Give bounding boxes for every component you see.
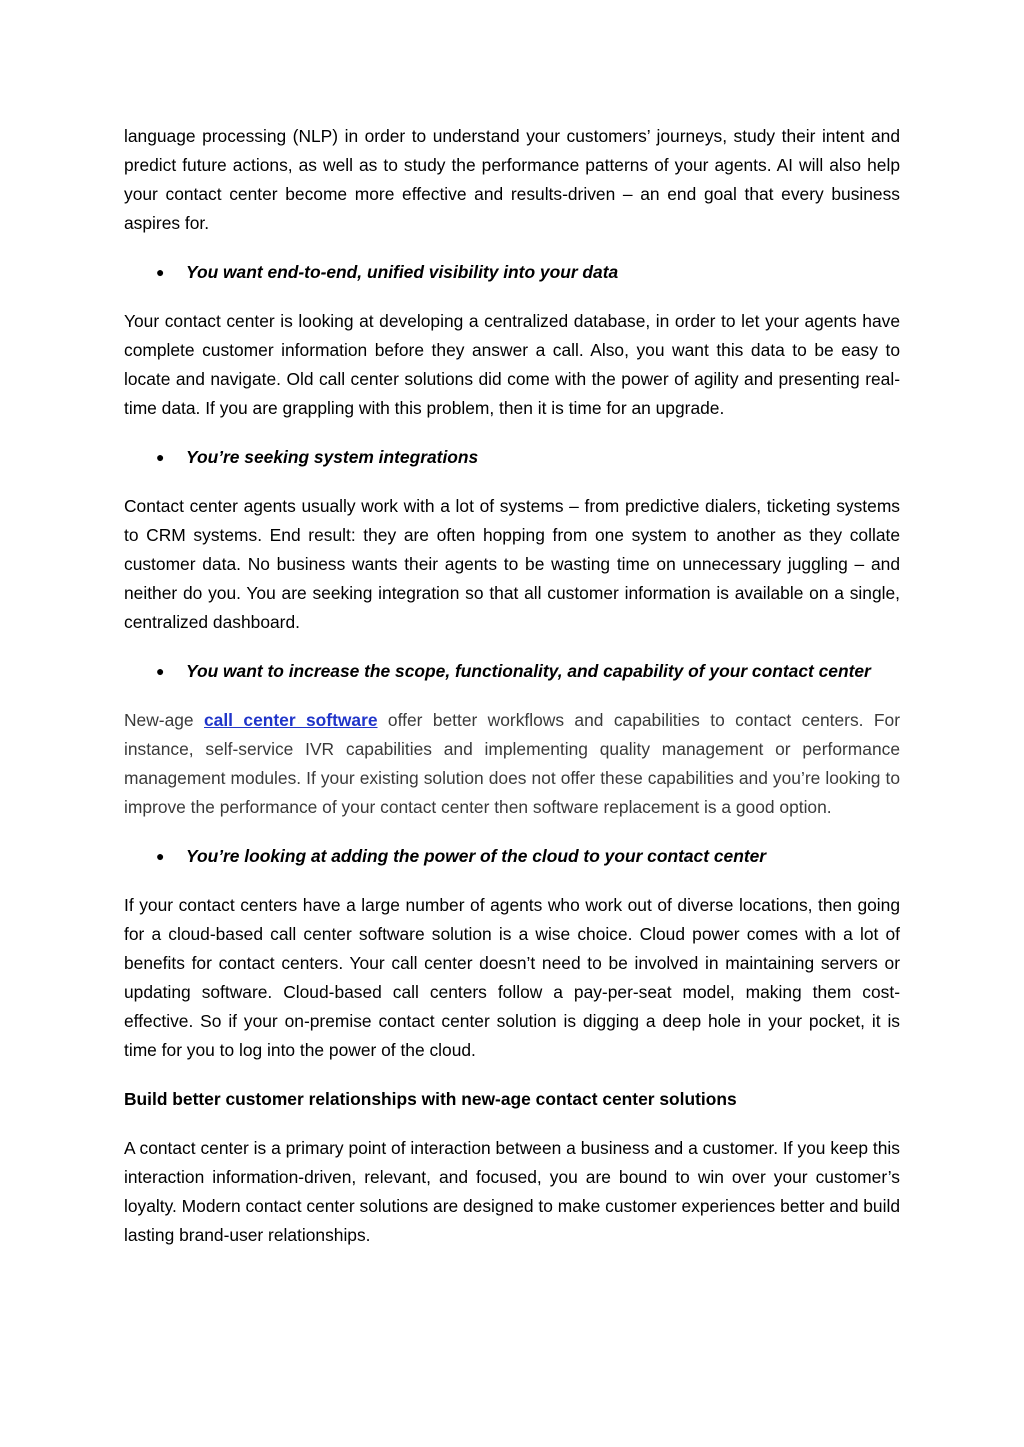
bullet-text: You’re looking at adding the power of the cloud to your contact center [186, 846, 767, 866]
bullet-dot-icon: ● [156, 663, 165, 679]
paragraph-centralized-database: Your contact center is looking at developing a centralized database, in order to let your agents have complete customer information before they answer a call. Also, you want this data to be easy to locate and navigate. Old call center solutions did come with the power of agility and presenting real-time data. If you are grappling with this problem, then it is time for an upgrade. [124, 311, 900, 418]
bullet-dot-icon: ● [156, 449, 165, 465]
call-center-software-link[interactable]: call center software [204, 710, 378, 730]
paragraph-suffix: offer better workflows and capabilities to contact centers. For instance, self-service IVR capabilities and implementing quality management or performance management modules. If your existing solution does not offer these capabilities and you’re looking to improve the performance of your contact center then software replacement is a good option. [124, 710, 900, 817]
paragraph-prefix: New-age [124, 710, 204, 730]
bullet-increase-scope [124, 657, 900, 686]
bullet-system-integrations [124, 443, 900, 472]
bullet-unified-visibility [124, 258, 900, 287]
bullet-dot-icon: ● [156, 848, 165, 864]
bullet-cloud-power [124, 842, 900, 871]
bullet-text: You want to increase the scope, functionality, and capability of your contact center [186, 661, 871, 681]
paragraph-relationships: A contact center is a primary point of interaction between a business and a customer. If you keep this interaction information-driven, relevant, and focused, you are bound to win over your customer’s loyalty. Modern contact center solutions are designed to make customer experiences better and build lasting brand-user relationships. [124, 1138, 900, 1245]
paragraph-ai-nlp: language processing (NLP) in order to understand your customers’ journeys, study their intent and predict future actions, as well as to study the performance patterns of your agents. AI will also help your contact center become more effective and results-driven – an end goal that every business aspires for. [124, 126, 900, 233]
paragraph-new-age-software [124, 706, 900, 822]
bullet-text: You want end-to-end, unified visibility into your data [186, 262, 619, 282]
bullet-dot-icon: ● [156, 264, 165, 280]
bullet-text: You’re seeking system integrations [186, 447, 479, 467]
paragraph-cloud: If your contact centers have a large number of agents who work out of diverse locations, then going for a cloud-based call center software solution is a wise choice. Cloud power comes with a lot of benefits for contact centers. Your call center doesn’t need to be involved in maintaining servers or updating software. Cloud-based call centers follow a pay-per-seat model, making them cost-effective. So if your on-premise contact center solution is digging a deep hole in your pocket, it is time for you to log into the power of the cloud. [124, 895, 900, 1060]
paragraph-systems: Contact center agents usually work with a lot of systems – from predictive dialers, ticketing systems to CRM systems. End result: they are often hopping from one system to another as they collate customer data. No business wants their agents to be wasting time on unnecessary juggling – and neither do you. You are seeking integration so that all customer information is available on a single, centralized dashboard. [124, 496, 900, 632]
document-page [124, 122, 900, 1270]
section-heading: Build better customer relationships with new-age contact center solutions [124, 1089, 737, 1109]
